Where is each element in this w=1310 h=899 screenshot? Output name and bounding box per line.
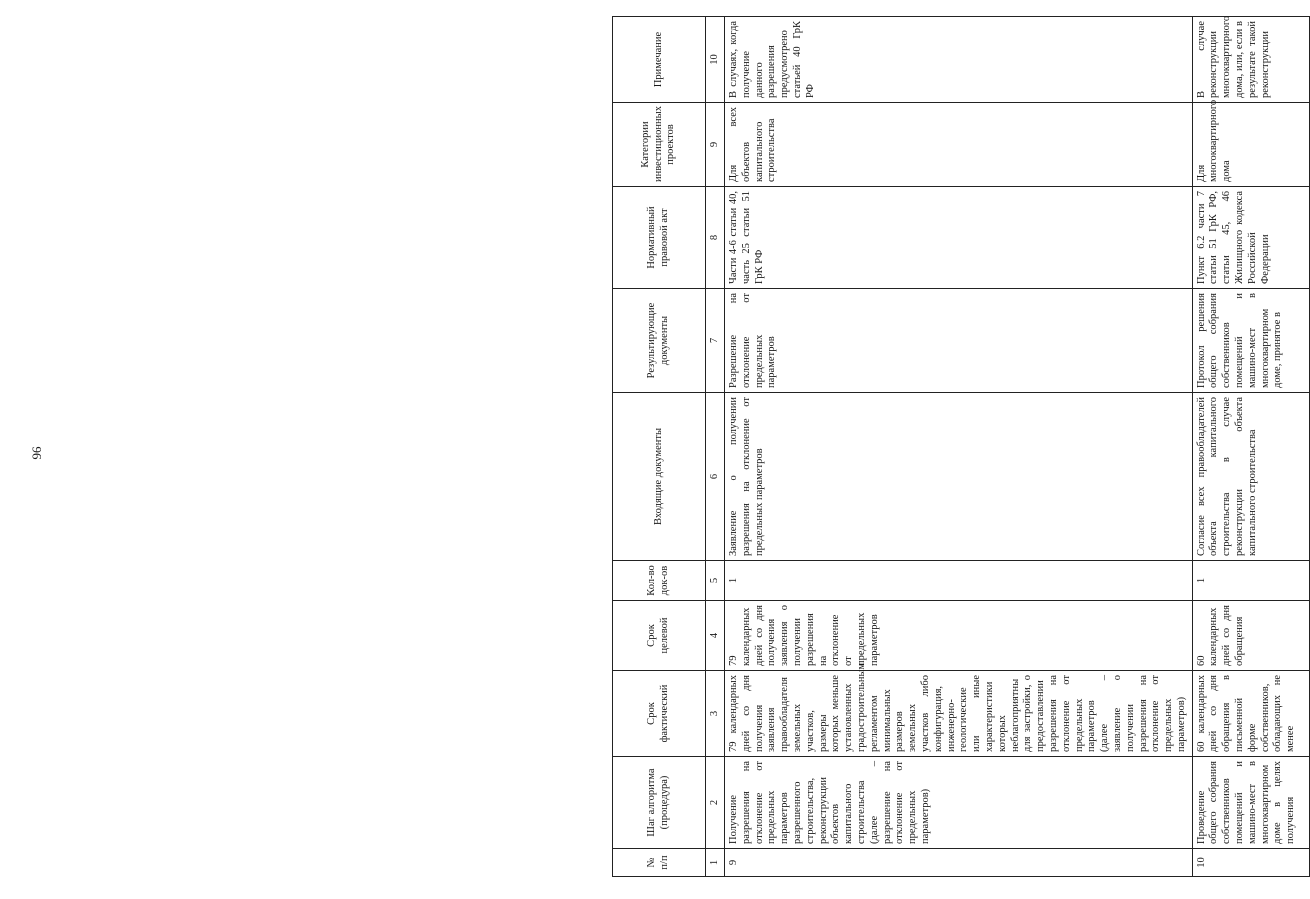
column-number: 9 (706, 103, 725, 187)
result-docs-cell: Протокол решения общего собрания собственников помещений и машино-мест в многоквартирном доме, принятое в (1192, 289, 1309, 393)
header-cell: Категории инвестиционных проектов (613, 103, 706, 187)
header-cell: Шаг алгоритма (процедура) (613, 757, 706, 849)
law-cell: Пункт 6.2 части 7 статьи 51 ГрК РФ, статьи 45, 46 Жилищного кодекса Российской Федерации (1192, 187, 1309, 289)
column-number: 1 (706, 849, 725, 877)
column-number: 4 (706, 601, 725, 671)
header-cell: Срок фактический (613, 671, 706, 757)
header-cell: Нормативный правовой акт (613, 187, 706, 289)
fact-term-cell: 60 календарных дней со дня обращения в письменной форме собственников, обладающих не менее (1192, 671, 1309, 757)
target-term-cell: 79 календарных дней со дня получения заявления о получении разрешения на отклонение от предельных параметров (725, 601, 1193, 671)
category-cell: Для многоквартирного дома (1192, 103, 1309, 187)
input-docs-cell: Заявление о получении разрешения на отклонение от предельных параметров (725, 393, 1193, 561)
column-number-row (706, 17, 725, 877)
input-docs-cell: Согласие всех правообладателей объекта капитального строительства в случае реконструкции объекта капитального строительства (1192, 393, 1309, 561)
target-term-cell: 60 календарных дней со дня обращения (1192, 601, 1309, 671)
note-cell: В случае реконструкции многоквартирного дома, или, если в результате такой реконструкции (1192, 17, 1309, 103)
header-cell: Срок целевой (613, 601, 706, 671)
header-row (613, 17, 706, 877)
column-number: 7 (706, 289, 725, 393)
header-cell: № п/п (613, 849, 706, 877)
column-number: 10 (706, 17, 725, 103)
table-row (725, 17, 1193, 877)
category-cell: Для всех объектов капитального строительства (725, 103, 1193, 187)
doc-count-cell: 1 (1192, 561, 1309, 601)
table-row (1192, 17, 1309, 877)
header-cell: Кол-во док-ов (613, 561, 706, 601)
page-number: 96 (29, 446, 44, 460)
header-cell: Примечание (613, 17, 706, 103)
column-number: 6 (706, 393, 725, 561)
header-cell: Результирующие документы (613, 289, 706, 393)
doc-count-cell: 1 (725, 561, 1193, 601)
header-cell: Входящие документы (613, 393, 706, 561)
law-cell: Части 4-6 статьи 40, часть 25 статьи 51 ГрК РФ (725, 187, 1193, 289)
result-docs-cell: Разрешение на отклонение от предельных параметров (725, 289, 1193, 393)
column-number: 5 (706, 561, 725, 601)
step-cell: Проведение общего собрания собственников помещений и машино-мест в многоквартирном доме в целях получения (1192, 757, 1309, 849)
column-number: 8 (706, 187, 725, 289)
fact-term-cell: 79 календарных дней со дня получения заявления правообладателя земельных участков, размеры которых меньше установленных градостроительным регламентом минимальных размеров земельных участков либо конфигурация, инженерно-геологические или иные характеристики которых неблагоприятны для застройки, о предоставлении разрешения на отклонение от предельных параметров (далее – заявление о получении разрешения на отклонение от предельных параметров) (725, 671, 1193, 757)
column-number: 2 (706, 757, 725, 849)
algorithm-table (612, 16, 1310, 877)
rotated-table-container (612, 15, 1297, 877)
note-cell: В случаях, когда получение данного разрешения предусмотрено статьей 40 ГрК РФ (725, 17, 1193, 103)
row-number: 10 (1192, 849, 1309, 877)
step-cell: Получение разрешения на отклонение от предельных параметров разрешенного строительства, реконструкции объектов капитального строительства (далее – разрешение на отклонение от предельных параметров) (725, 757, 1193, 849)
row-number: 9 (725, 849, 1193, 877)
column-number: 3 (706, 671, 725, 757)
